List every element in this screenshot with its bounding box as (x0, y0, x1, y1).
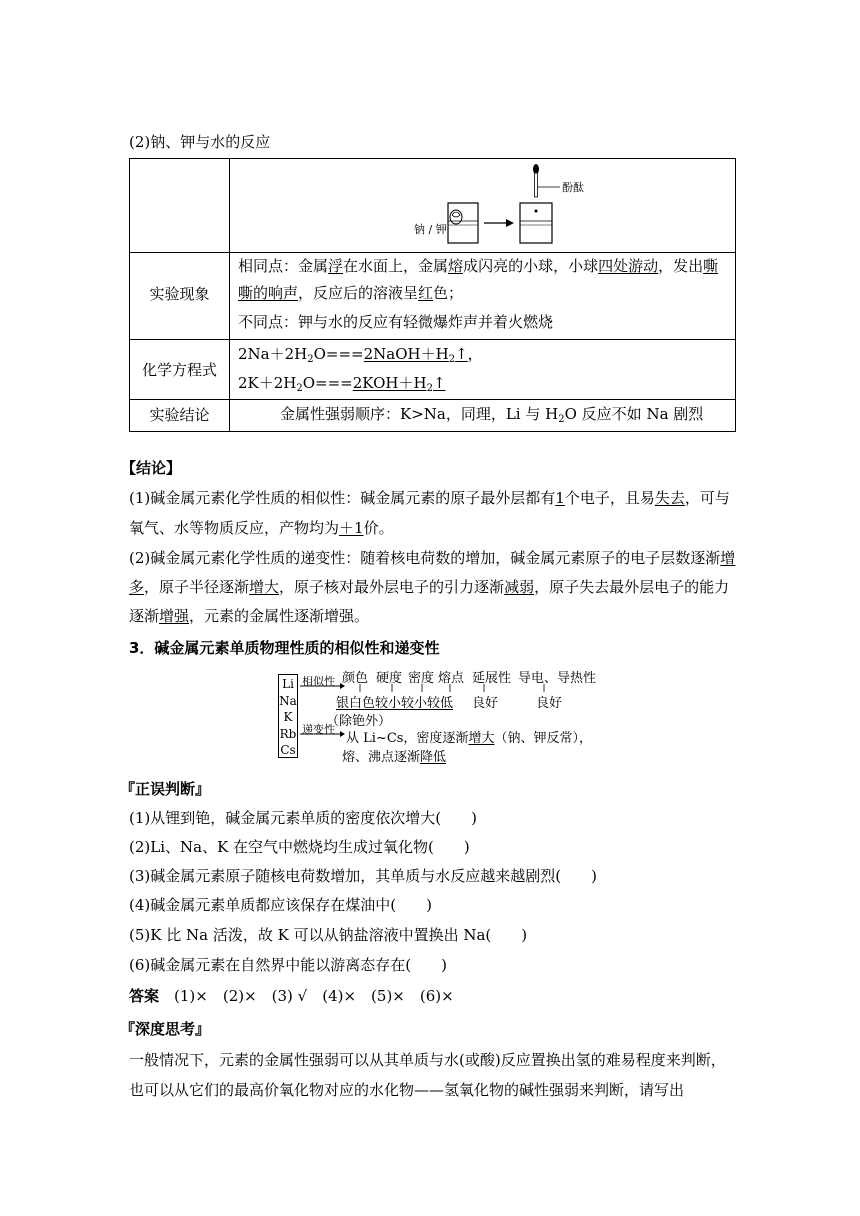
phenomena-line-1: 相同点：金属浮在水面上，金属熔成闪亮的小球，小球四处游动，发出嘶 (238, 257, 719, 275)
experiment-conclusion: 金属性强弱顺序：K>Na，同理，Li 与 $H_2O$ 反应不如 Na 剧烈 (280, 405, 704, 425)
gradation-line-1: 从 Li~Cs，密度逐渐增大（钠、钾反常）， (346, 731, 592, 746)
judgment-item-1: (1)从锂到铯，碱金属元素单质的密度依次增大( ) (129, 809, 477, 827)
conclusion-p1-line2: 氧气、水等物质反应，产物均为＋1价。 (129, 519, 394, 537)
value-ductility: 良好 (472, 696, 499, 711)
prop-hardness: 硬度 (376, 671, 403, 686)
conclusion-heading: 【结论】 (121, 459, 182, 477)
experiment-table (129, 158, 736, 432)
similarity-label: 相似性 (302, 675, 335, 688)
element-na: Na (279, 693, 297, 708)
row-header-phenomena: 实验现象 (149, 285, 210, 303)
judgment-item-4: (4)碱金属元素单质都应该保存在煤油中( ) (129, 896, 432, 914)
deep-line-2: 也可以从它们的最高价氧化物对应的水化物——氢氧化物的碱性强弱来判断，请写出 (129, 1081, 685, 1099)
section-title: (2)钠、钾与水的反应 (129, 133, 271, 151)
prop-density: 密度 (408, 671, 435, 686)
prop-ductility: 延展性 (472, 671, 512, 686)
judgment-item-3: (3)碱金属元素原子随核电荷数增加，其单质与水反应越来越剧烈( ) (129, 867, 597, 885)
element-rb: Rb (279, 726, 297, 741)
judgment-item-5: (5)K 比 Na 活泼，故 K 可以从钠盐溶液中置换出 Na( ) (129, 926, 528, 944)
prop-conductivity: 导电、导热性 (518, 671, 597, 686)
conclusion-p2-line1: (2)碱金属元素化学性质的递变性：随着核电荷数的增加，碱金属元素原子的电子层数逐渐增 (129, 549, 736, 567)
judgment-heading: 『正误判断』 (120, 780, 211, 798)
equation-2: $2K+2H_2O===2KOH+H_2↑$ (238, 374, 446, 394)
phenomena-line-2: 嘶的响声，反应后的溶液呈红色； (238, 284, 464, 302)
prop-melting: 熔点 (438, 671, 465, 686)
figure-label-right: 酚酞 (562, 181, 584, 194)
element-list (278, 674, 298, 758)
value-conductivity: 良好 (536, 696, 563, 711)
row-header-conclusion: 实验结论 (149, 406, 210, 424)
judgment-answers: 答案 (1)× (2)× (3) √ (4)× (5)× (6)× (129, 987, 454, 1005)
judgment-item-6: (6)碱金属元素在自然界中能以游离态存在( ) (129, 956, 447, 974)
beaker-figure (400, 163, 620, 249)
judgment-item-2: (2)Li、Na、K 在空气中燃烧均生成过氧化物( ) (129, 838, 470, 856)
properties-diagram (278, 666, 598, 766)
equation-1: $2Na+2H_2O===2NaOH+H_2↑$， (238, 345, 483, 365)
element-li: Li (282, 677, 294, 691)
prop-color: 颜色 (342, 671, 369, 686)
conclusion-p2-line3: 逐渐增强，元素的金属性逐渐增强。 (129, 607, 370, 625)
row-header-equation: 化学方程式 (141, 361, 217, 379)
deep-line-1: 一般情况下，元素的金属性强弱可以从其单质与水(或酸)反应置换出氢的难易程度来判断， (129, 1051, 726, 1069)
deep-heading: 『深度思考』 (120, 1020, 211, 1038)
phenomena-line-3: 不同点：钾与水的反应有轻微爆炸声并着火燃烧 (238, 313, 554, 331)
element-cs: Cs (280, 743, 296, 757)
conclusion-p1-line1: (1)碱金属元素化学性质的相似性：碱金属元素的原子最外层都有1个电子，且易失去，可与 (129, 489, 730, 507)
gradation-line-2: 熔、沸点逐渐降低 (342, 750, 447, 765)
figure-label-left: 钠 / 钾 (414, 223, 447, 236)
section3-title: 3．碱金属元素单质物理性质的相似性和递变性 (129, 639, 440, 657)
exception-note: （除铯外） (326, 714, 392, 729)
similarity-values: 银白色较小较小较低 (336, 696, 454, 711)
conclusion-p2-line2: 多，原子半径逐渐增大，原子核对最外层电子的引力逐渐减弱，原子失去最外层电子的能力 (129, 578, 730, 596)
gradation-label: 递变性 (302, 723, 335, 736)
element-k: K (283, 710, 293, 724)
